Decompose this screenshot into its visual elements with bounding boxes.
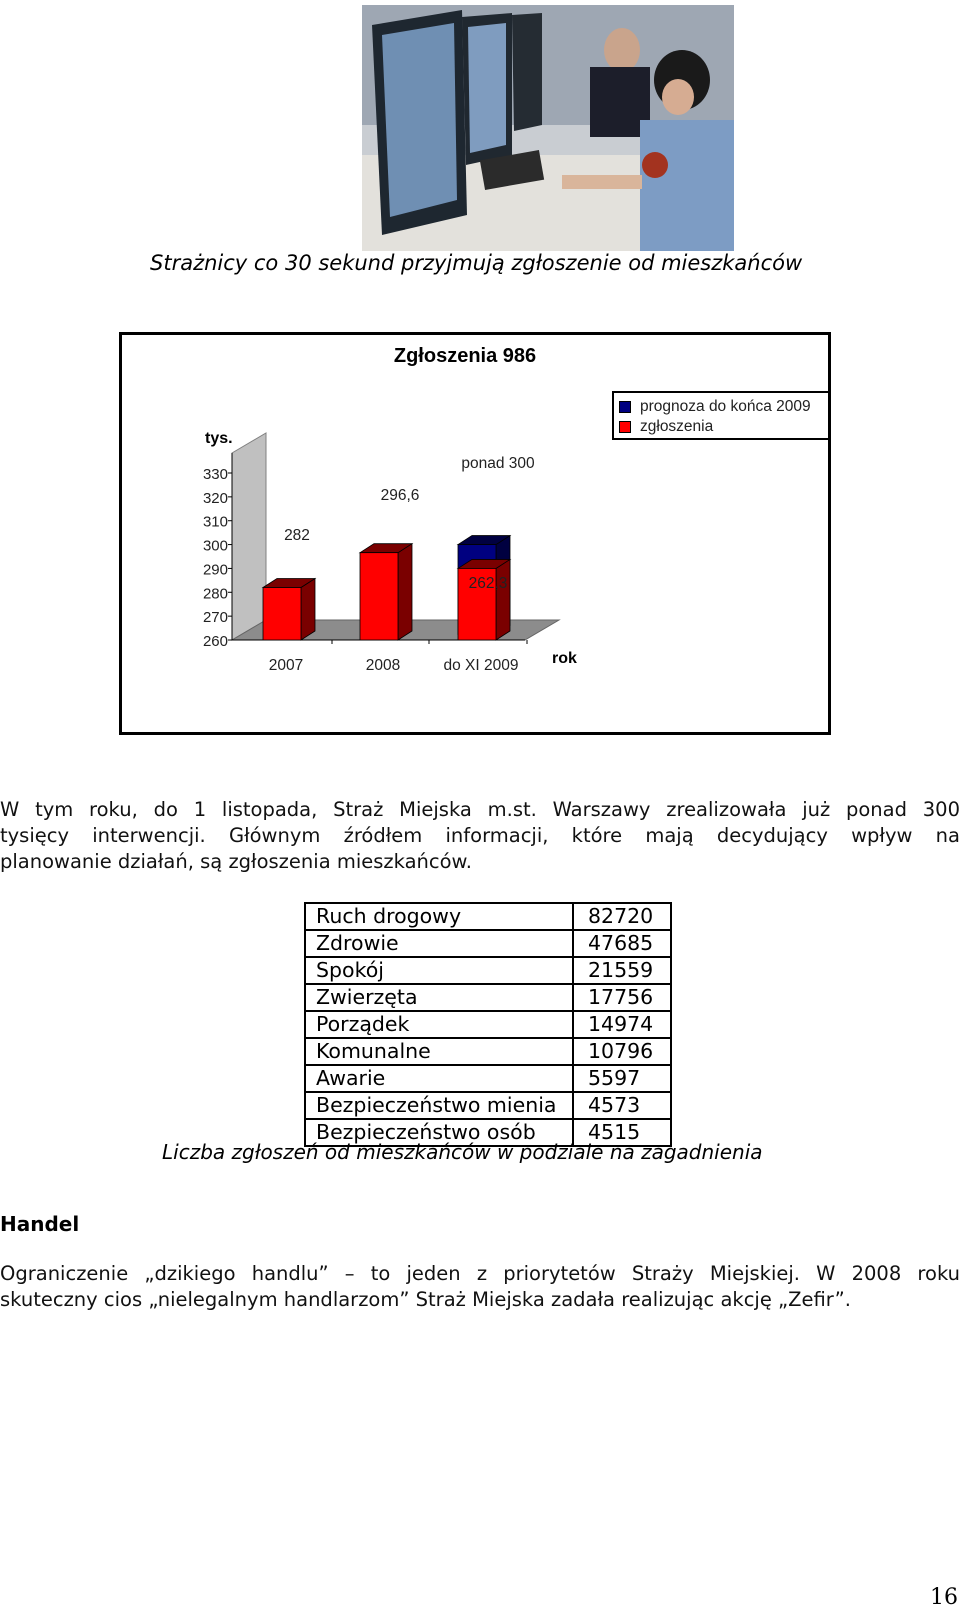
- y-tick-label: 320: [202, 489, 228, 507]
- data-label: 296,6: [380, 487, 420, 504]
- table-cell-count: 21559: [573, 957, 671, 984]
- legend-label-forecast: prognoza do końca 2009: [640, 398, 811, 415]
- y-tick-label: 310: [202, 513, 228, 531]
- chart-legend: [612, 391, 830, 440]
- table-cell-count: 4515: [573, 1119, 671, 1146]
- table-row: [305, 903, 671, 930]
- y-tick-label: 280: [202, 585, 228, 603]
- table-cell-count: 14974: [573, 1011, 671, 1038]
- data-label: 282: [284, 527, 310, 544]
- x-axis-title: rok: [552, 650, 577, 667]
- intro-paragraph: [0, 797, 960, 875]
- y-tick-label: 290: [202, 561, 228, 579]
- photo-image: [362, 5, 734, 251]
- table-row: [305, 957, 671, 984]
- x-tick-label: do XI 2009: [443, 657, 519, 674]
- table-cell-category: Awarie: [305, 1065, 573, 1092]
- x-tick-label: 2008: [365, 657, 401, 674]
- data-label: 262,3: [468, 575, 508, 592]
- table-cell-category: Zwierzęta: [305, 984, 573, 1011]
- table-caption: Liczba zgłoszeń od mieszkańców w podziale na zagadnienia: [162, 1140, 763, 1164]
- handel-line-2: skuteczny cios „nielegalnym handlarzom” Straż Miejska zadała realizując akcję „Zefir”.: [0, 1288, 851, 1311]
- section-heading: Handel: [0, 1212, 80, 1236]
- bar-reports-0-side: [301, 579, 315, 640]
- table-cell-count: 17756: [573, 984, 671, 1011]
- table-cell-category: Zdrowie: [305, 930, 573, 957]
- bar-reports-1-side: [398, 544, 412, 640]
- handel-line-1: Ograniczenie „dzikiego handlu” – to jeden z priorytetów Straży Miejskiej. W 2008 roku: [0, 1262, 960, 1285]
- table-row: [305, 984, 671, 1011]
- table-row: [305, 1011, 671, 1038]
- legend-item-forecast: [619, 398, 811, 416]
- y-tick-label: 300: [202, 537, 228, 555]
- bar-reports-1: [360, 553, 398, 640]
- chart-container: [119, 332, 831, 735]
- table-cell-count: 82720: [573, 903, 671, 930]
- y-axis-title: tys.: [205, 430, 233, 447]
- y-tick-label: 330: [202, 466, 228, 483]
- table-cell-category: Ruch drogowy: [305, 903, 573, 930]
- table-cell-category: Bezpieczeństwo mienia: [305, 1092, 573, 1119]
- table-cell-count: 47685: [573, 930, 671, 957]
- table-row: [305, 930, 671, 957]
- intro-line-1: W tym roku, do 1 listopada, Straż Miejska m.st. Warszawy zrealizowała już ponad 300: [0, 798, 960, 821]
- photo-dispatch-center: [362, 5, 734, 251]
- chart-back-wall: [232, 433, 266, 640]
- legend-swatch-forecast: [619, 401, 631, 413]
- table-row: [305, 1092, 671, 1119]
- legend-item-reports: [619, 418, 713, 436]
- handel-paragraph: [0, 1261, 960, 1313]
- y-tick-label: 270: [202, 609, 228, 627]
- table-cell-count: 4573: [573, 1092, 671, 1119]
- intro-line-3: planowanie działań, są zgłoszenia mieszkańców.: [0, 850, 472, 873]
- table-cell-count: 10796: [573, 1038, 671, 1065]
- table-cell-count: 5597: [573, 1065, 671, 1092]
- table-body: [305, 903, 671, 1146]
- chart-title: Zgłoszenia 986: [393, 345, 537, 367]
- reports-by-category-table: [304, 902, 672, 1147]
- legend-label-reports: zgłoszenia: [640, 418, 714, 435]
- x-tick-label: 2007: [268, 657, 304, 674]
- page-number: 16: [930, 1585, 958, 1610]
- intro-line-2: tysięcy interwencji. Głównym źródłem informacji, które mają decydujący wpływ na: [0, 824, 960, 847]
- data-label: ponad 300: [461, 455, 535, 472]
- table-row: [305, 1038, 671, 1065]
- table-cell-category: Komunalne: [305, 1038, 573, 1065]
- legend-swatch-reports: [619, 421, 631, 433]
- photo-caption: Strażnicy co 30 sekund przyjmują zgłoszenie od mieszkańców: [150, 251, 803, 275]
- table-cell-category: Bezpieczeństwo osób: [305, 1119, 573, 1146]
- bar-reports-2-side: [496, 559, 510, 640]
- y-tick-label: 260: [202, 633, 228, 650]
- bar-reports-0: [263, 588, 301, 640]
- table-row: [305, 1065, 671, 1092]
- table-cell-category: Porządek: [305, 1011, 573, 1038]
- table-cell-category: Spokój: [305, 957, 573, 984]
